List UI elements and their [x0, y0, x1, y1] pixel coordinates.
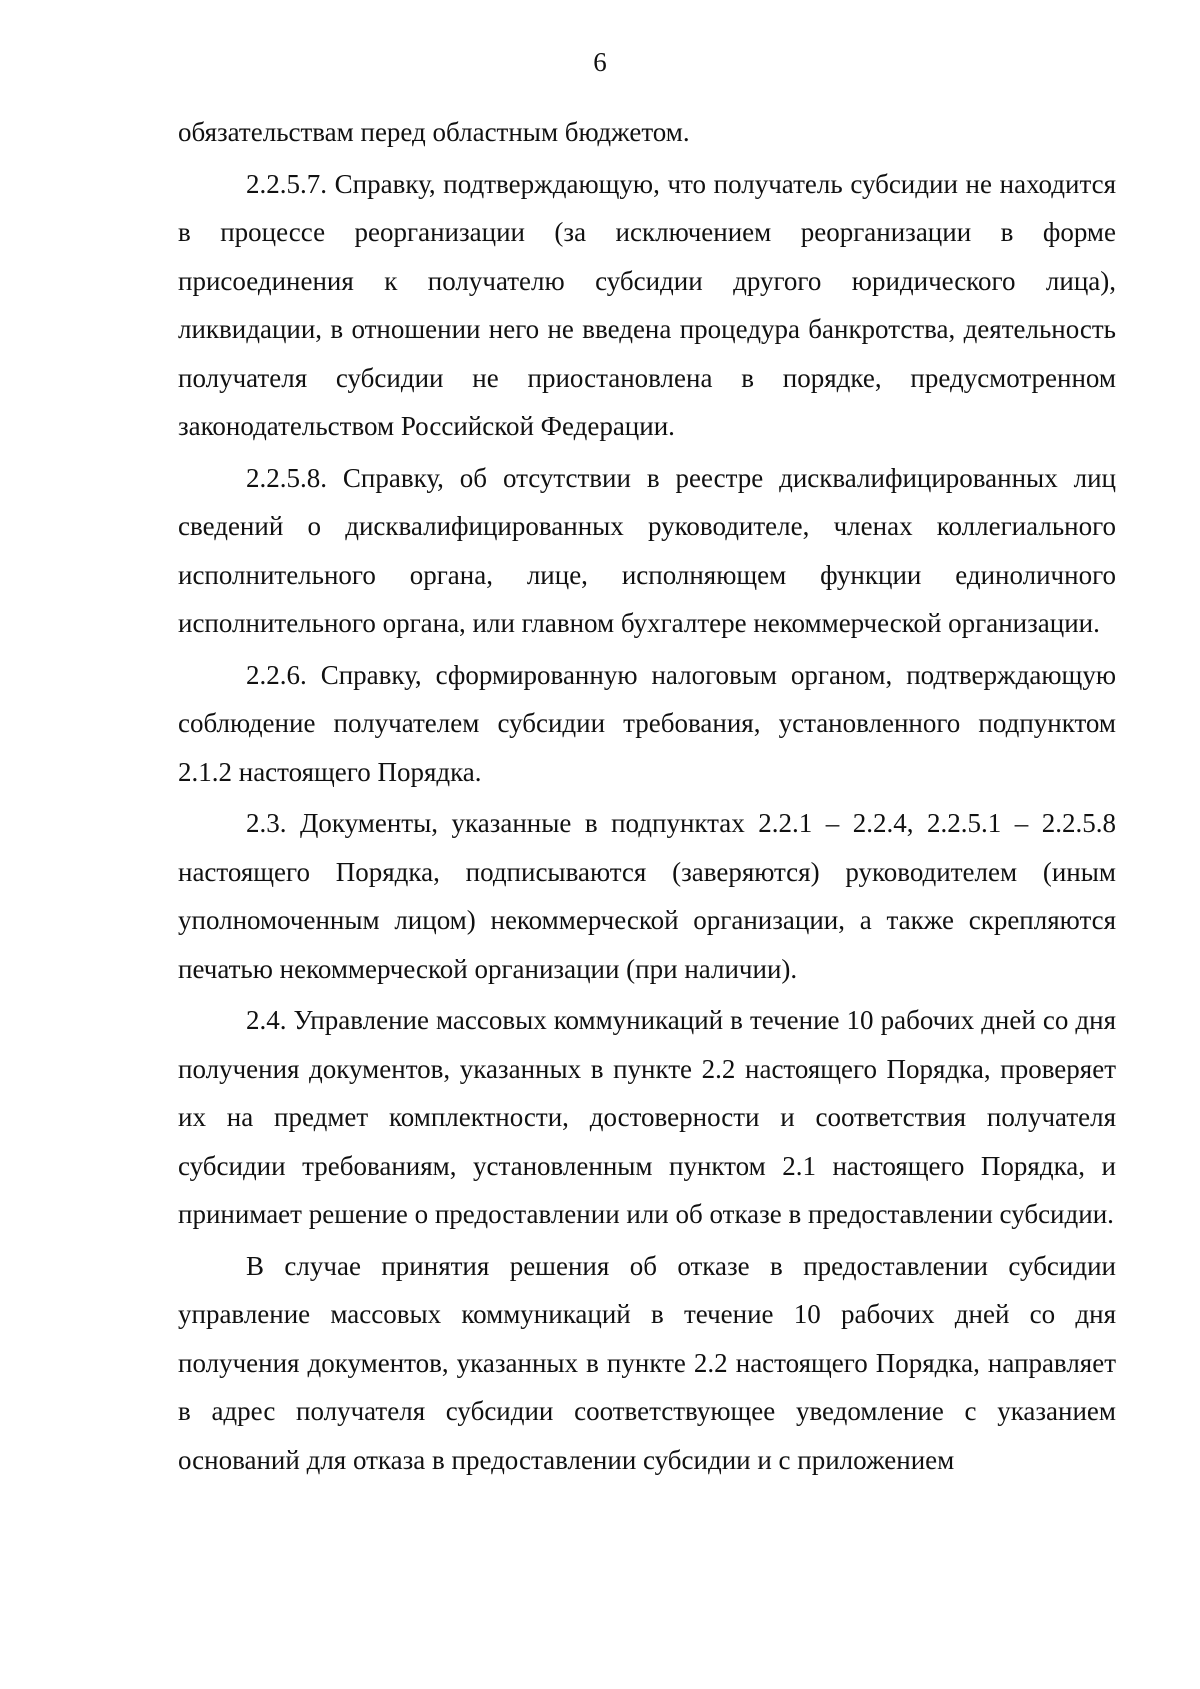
paragraph-2-2-5-8: 2.2.5.8. Справку, об отсутствии в реестре дисквалифицированных лиц сведений о дисквалифицированных руководителе, членах коллегиального исполнительного органа, лице, исполняющем функции единоличного исполнительного органа, или главном бухгалтере некоммерческой организации.: [178, 462, 1116, 638]
paragraph-2-2-5-7: 2.2.5.7. Справку, подтверждающую, что получатель субсидии не находится в процессе реорганизации (за исключением реорганизации в форме присоединения к получателю субсидии другого юридического лица), ликвидации, в отношении него не введена процедура банкротства, деятельность получателя субсидии не приостановлена в порядке, предусмотренном законодательством Российской Федерации.: [178, 168, 1116, 441]
paragraph-continuation: обязательствам перед областным бюджетом.: [178, 117, 690, 147]
page-number: 6: [593, 47, 607, 77]
paragraph-2-3: 2.3. Документы, указанные в подпунктах 2.2.1 – 2.2.4, 2.2.5.1 – 2.2.5.8 настоящего Порядка, подписываются (заверяются) руководителем (иным уполномоченным лицом) некоммерческой организации, а также скрепляются печатью некоммерческой организации (при наличии).: [178, 808, 1116, 984]
paragraph-refusal: В случае принятия решения об отказе в предоставлении субсидии управление массовых коммуникаций в течение 10 рабочих дней со дня получения документов, указанных в пункте 2.2 настоящего Порядка, направляет в адрес получателя субсидии соответствующее уведомление с указанием оснований для отказа в предоставлении субсидии и с приложением: [178, 1250, 1116, 1475]
paragraph-2-2-6: 2.2.6. Справку, сформированную налоговым органом, подтверждающую соблюдение получателем субсидии требования, установленного подпунктом 2.1.2 настоящего Порядка.: [178, 659, 1116, 787]
document-body: [178, 108, 1116, 1484]
paragraph-2-4: 2.4. Управление массовых коммуникаций в течение 10 рабочих дней со дня получения документов, указанных в пункте 2.2 настоящего Порядка, проверяет их на предмет комплектности, достоверности и соответствия получателя субсидии требованиям, установленным пунктом 2.1 настоящего Порядка, и принимает решение о предоставлении или об отказе в предоставлении субсидии.: [178, 1005, 1116, 1229]
